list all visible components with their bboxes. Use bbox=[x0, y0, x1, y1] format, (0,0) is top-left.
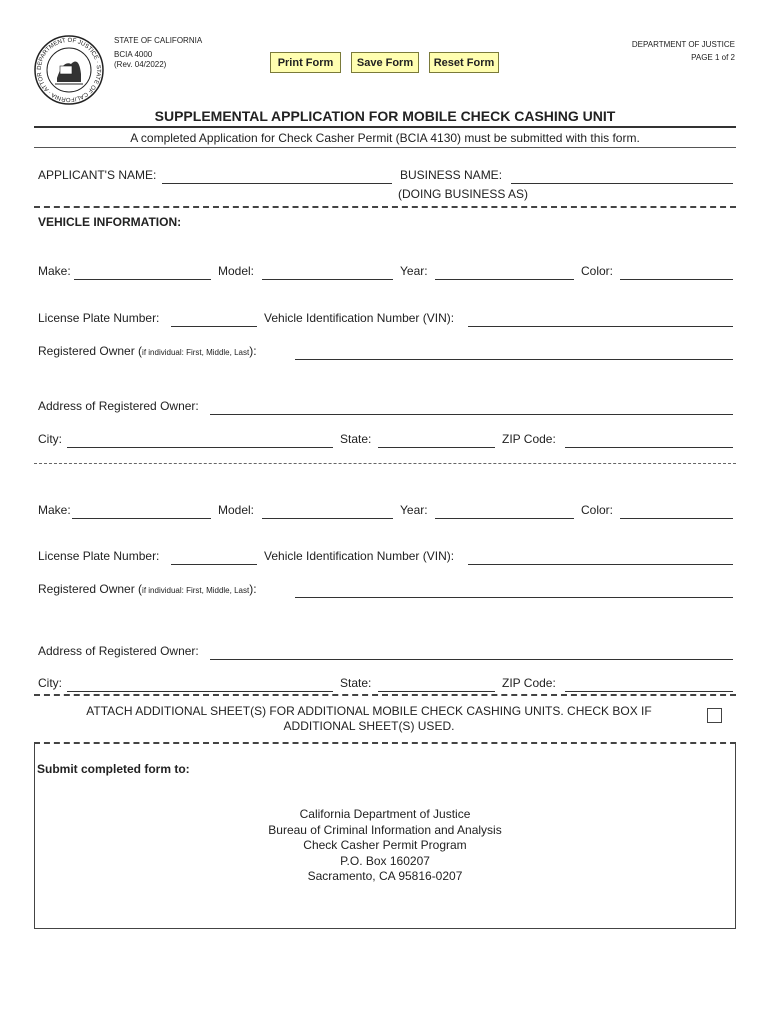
submit-heading: Submit completed form to: bbox=[37, 762, 190, 776]
section-divider bbox=[34, 206, 736, 208]
vehicle-divider bbox=[34, 463, 736, 464]
header-page: PAGE 1 of 2 bbox=[691, 53, 735, 62]
address-label: Address of Registered Owner: bbox=[38, 644, 199, 658]
state-label: State: bbox=[340, 676, 372, 690]
business-name-field[interactable] bbox=[511, 183, 733, 184]
address-field-1[interactable] bbox=[210, 414, 733, 415]
year-label: Year: bbox=[400, 264, 428, 278]
vehicle-section-heading: VEHICLE INFORMATION: bbox=[38, 215, 182, 229]
model-label: Model: bbox=[218, 503, 255, 517]
page-title: SUPPLEMENTAL APPLICATION FOR MOBILE CHECK CASHING UNIT bbox=[154, 108, 616, 124]
reset-form-button[interactable]: Reset Form bbox=[429, 52, 499, 73]
applicant-name-label: APPLICANT'S NAME: bbox=[38, 168, 157, 182]
model-label: Model: bbox=[218, 264, 255, 278]
address-line: Bureau of Criminal Information and Analysis bbox=[268, 822, 502, 837]
city-label: City: bbox=[38, 432, 62, 446]
business-name-label: BUSINESS NAME: bbox=[400, 168, 503, 182]
header-revision: (Rev. 04/2022) bbox=[114, 60, 167, 69]
zip-label: ZIP Code: bbox=[502, 432, 556, 446]
page-subtitle: A completed Application for Check Casher Permit (BCIA 4130) must be submitted with this form. bbox=[130, 131, 640, 145]
address-label: Address of Registered Owner: bbox=[38, 399, 199, 413]
state-field-2[interactable] bbox=[378, 691, 495, 692]
header-form-number: BCIA 4000 bbox=[114, 50, 153, 59]
owner-label: Registered Owner (if individual: First, Middle, Last): bbox=[38, 582, 257, 596]
vin-label: Vehicle Identification Number (VIN): bbox=[264, 311, 455, 325]
make-label: Make: bbox=[38, 264, 71, 278]
header-state: STATE OF CALIFORNIA bbox=[114, 36, 203, 45]
subtitle-rule bbox=[34, 147, 736, 148]
plate-field-2[interactable] bbox=[171, 564, 257, 565]
zip-label: ZIP Code: bbox=[502, 676, 556, 690]
vin-label: Vehicle Identification Number (VIN): bbox=[264, 549, 455, 563]
applicant-name-field[interactable] bbox=[162, 183, 392, 184]
zip-field-2[interactable] bbox=[565, 691, 733, 692]
plate-label: License Plate Number: bbox=[38, 549, 160, 563]
owner-label: Registered Owner (if individual: First, Middle, Last): bbox=[38, 344, 257, 358]
attach-line-2: ADDITIONAL SHEET(S) USED. bbox=[283, 719, 455, 733]
address-line: Sacramento, CA 95816-0207 bbox=[307, 869, 463, 883]
additional-sheets-checkbox[interactable] bbox=[707, 708, 722, 723]
title-rule bbox=[34, 126, 736, 128]
save-form-button[interactable]: Save Form bbox=[351, 52, 419, 73]
owner-field-1[interactable] bbox=[295, 359, 733, 360]
attach-divider bbox=[34, 694, 736, 696]
year-field-2[interactable] bbox=[435, 518, 574, 519]
make-field-1[interactable] bbox=[74, 279, 211, 280]
state-field-1[interactable] bbox=[378, 447, 495, 448]
submit-box bbox=[34, 742, 736, 929]
model-field-2[interactable] bbox=[262, 518, 393, 519]
year-label: Year: bbox=[400, 503, 428, 517]
state-label: State: bbox=[340, 432, 372, 446]
zip-field-1[interactable] bbox=[565, 447, 733, 448]
vin-field-1[interactable] bbox=[468, 326, 733, 327]
plate-field-1[interactable] bbox=[171, 326, 257, 327]
color-field-1[interactable] bbox=[620, 279, 733, 280]
address-field-2[interactable] bbox=[210, 659, 733, 660]
seal-logo bbox=[33, 34, 105, 106]
vin-field-2[interactable] bbox=[468, 564, 733, 565]
address-line: P.O. Box 160207 bbox=[340, 853, 430, 868]
make-field-2[interactable] bbox=[72, 518, 211, 519]
attach-instructions bbox=[34, 704, 704, 734]
city-label: City: bbox=[38, 676, 62, 690]
make-label: Make: bbox=[38, 503, 71, 517]
owner-field-2[interactable] bbox=[295, 597, 733, 598]
mailing-address bbox=[35, 807, 735, 885]
model-field-1[interactable] bbox=[262, 279, 393, 280]
print-form-button[interactable]: Print Form bbox=[270, 52, 341, 73]
header-department: DEPARTMENT OF JUSTICE bbox=[631, 40, 735, 49]
plate-label: License Plate Number: bbox=[38, 311, 160, 325]
color-label: Color: bbox=[581, 264, 614, 278]
city-field-1[interactable] bbox=[67, 447, 333, 448]
address-line: California Department of Justice bbox=[299, 807, 471, 821]
attach-line-1: ATTACH ADDITIONAL SHEET(S) FOR ADDITIONAL MOBILE CHECK CASHING UNITS. CHECK BOX IF bbox=[86, 704, 652, 718]
address-line: Check Casher Permit Program bbox=[303, 838, 467, 852]
svg-text:DEPARTMENT OF JUSTICE · STATE: DEPARTMENT OF JUSTICE · STATE OF CALIFORNIA · ATTOR bbox=[36, 37, 102, 103]
city-field-2[interactable] bbox=[67, 691, 333, 692]
dba-label: (DOING BUSINESS AS) bbox=[398, 187, 529, 201]
year-field-1[interactable] bbox=[435, 279, 574, 280]
color-field-2[interactable] bbox=[620, 518, 733, 519]
color-label: Color: bbox=[581, 503, 614, 517]
